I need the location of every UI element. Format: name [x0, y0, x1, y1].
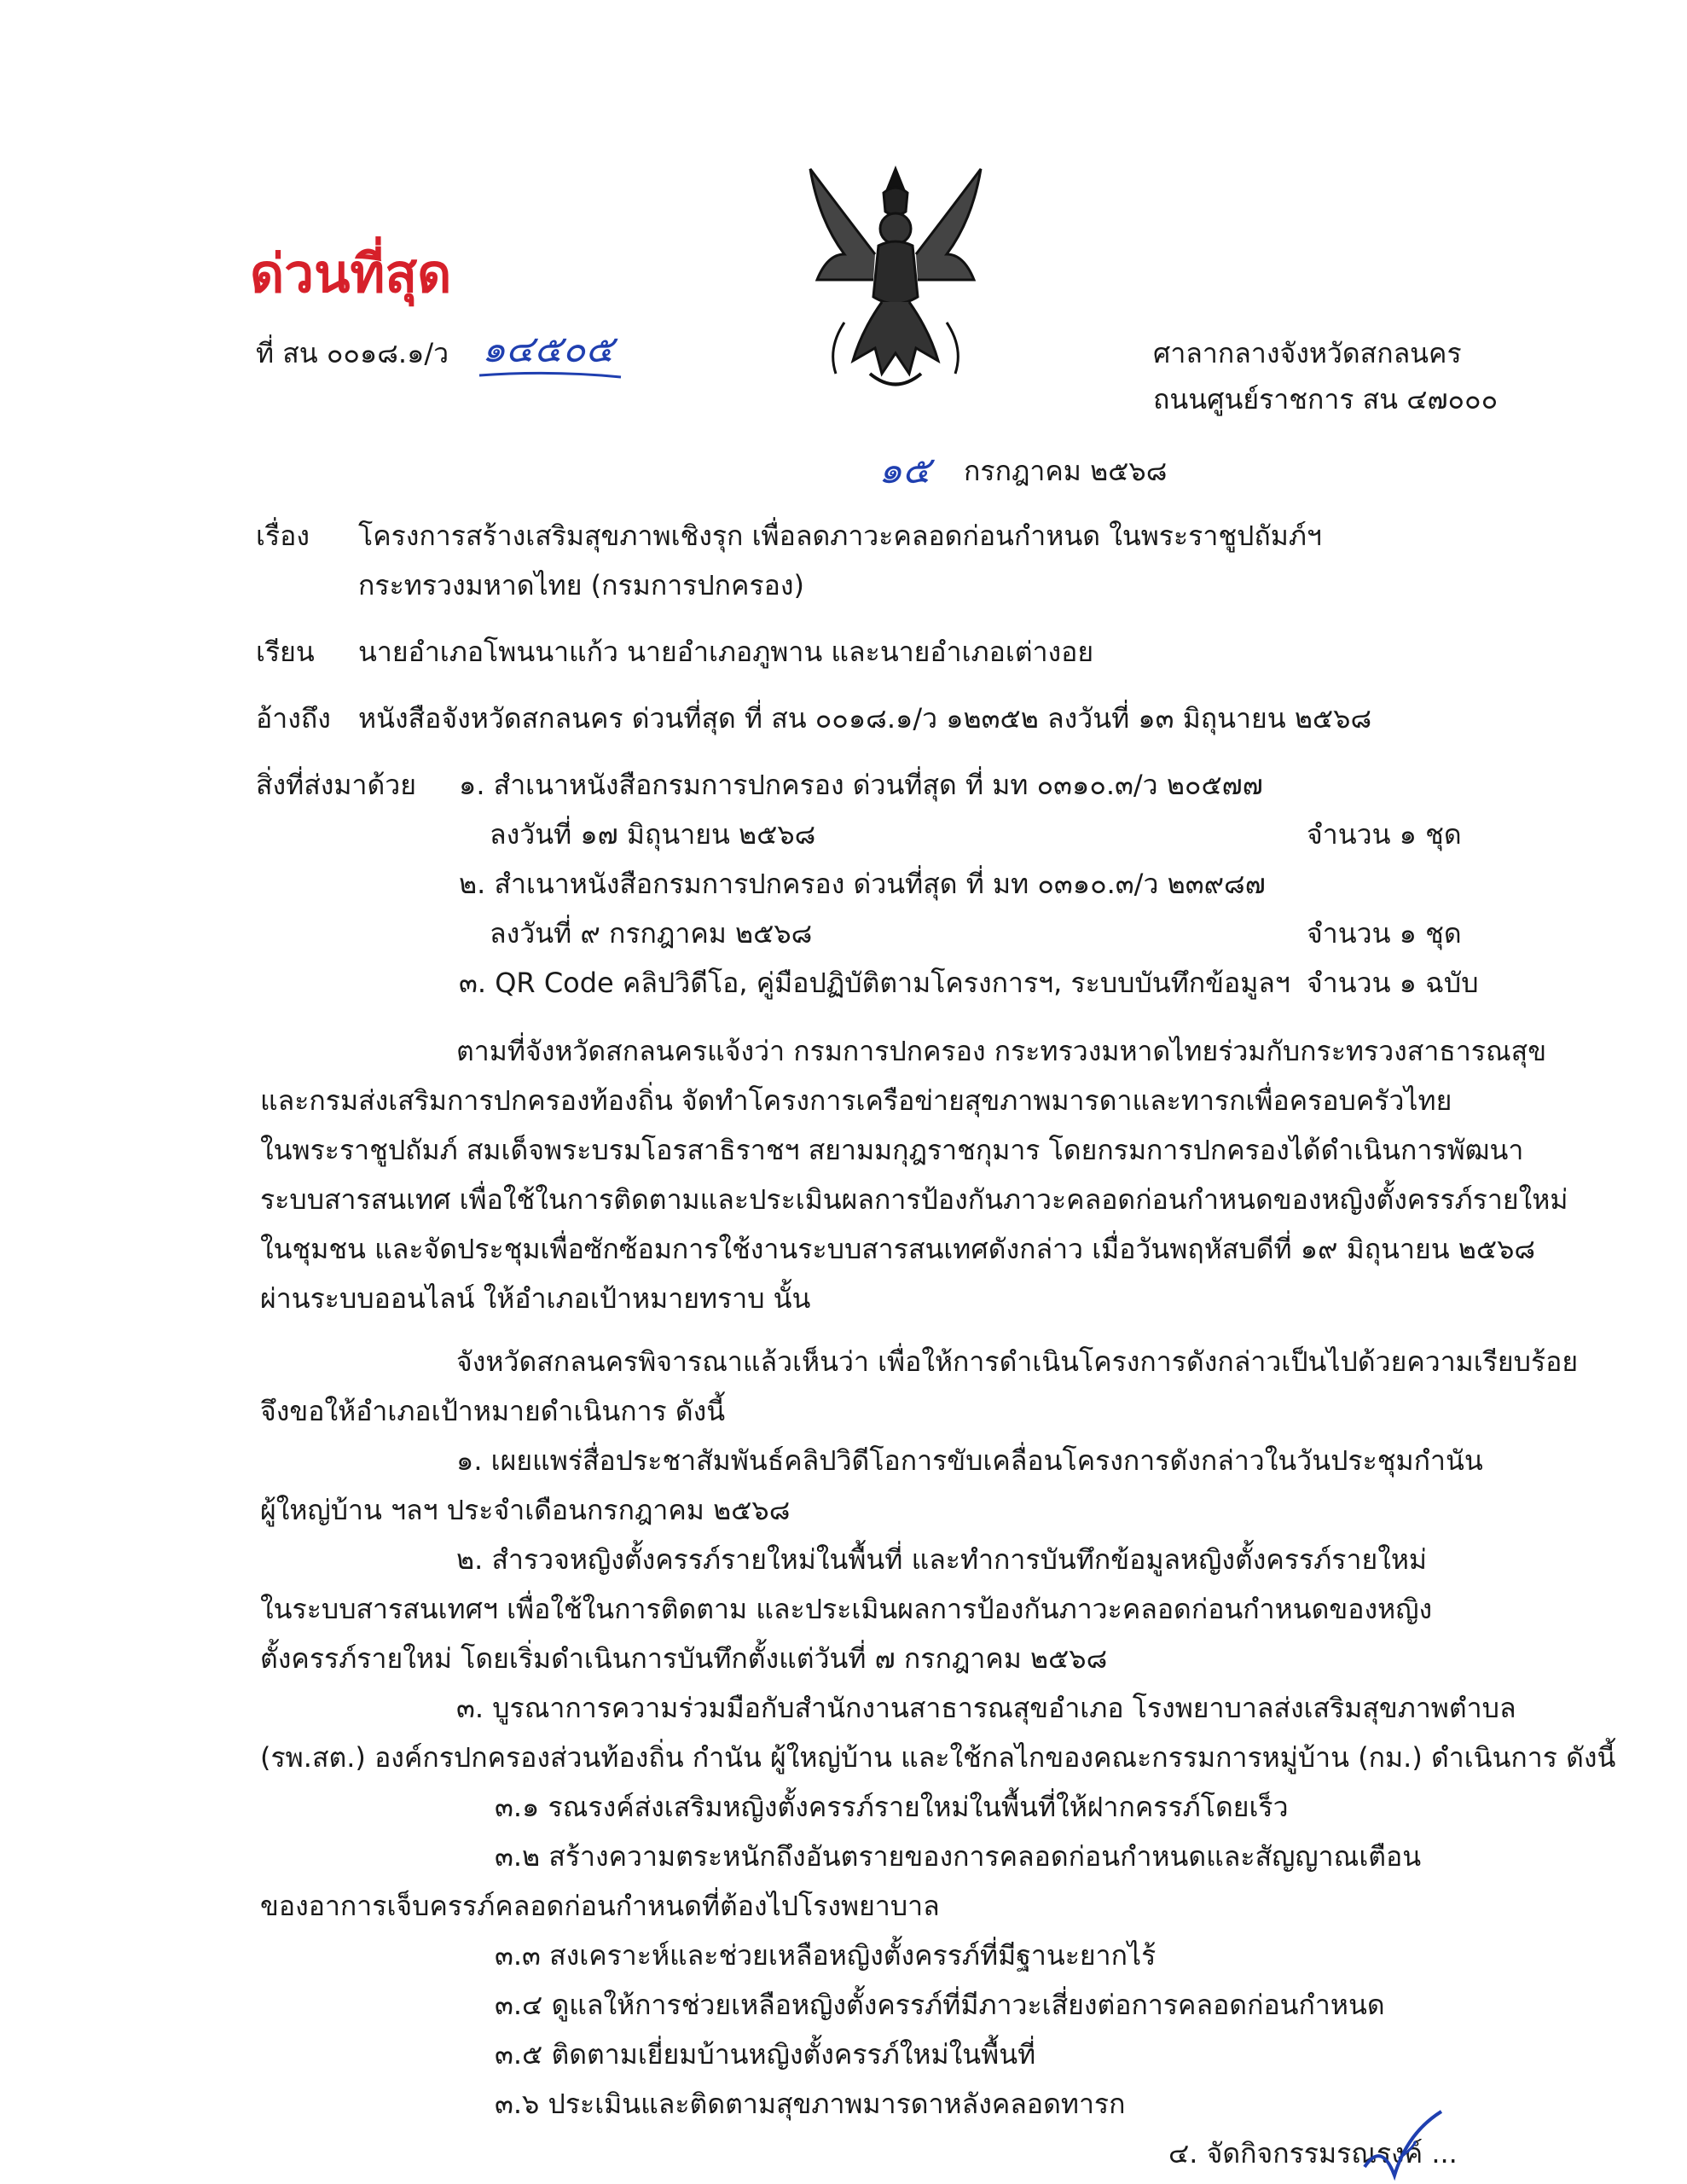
item1-line1: ๑. เผยแพร่สื่อประชาสัมพันธ์คลิปวิดีโอการขับเคลื่อนโครงการดังกล่าวในวันประชุมกำนัน	[456, 1444, 1483, 1477]
enclosures-label: สิ่งที่ส่งมาด้วย	[256, 769, 416, 801]
subject-label: เรื่อง	[256, 520, 310, 552]
enclosure-item2-qty: จำนวน ๑ ชุด	[1307, 917, 1462, 950]
reference-number-label: ที่ สน ๐๐๑๘.๑/ว	[256, 337, 449, 369]
para1-line3: ในพระราชูปถัมภ์ สมเด็จพระบรมโอรสาธิราชฯ สยามมกุฎราชกุมาร โดยกรมการปกครองได้ดำเนินการพัฒนา	[260, 1134, 1524, 1166]
enclosure-item3-line1: ๓. QR Code คลิปวิดีโอ, คู่มือปฏิบัติตามโครงการฯ, ระบบบันทึกข้อมูลฯ	[459, 967, 1290, 999]
para1-line1: ตามที่จังหวัดสกลนครแจ้งว่า กรมการปกครอง กระทรวงมหาดไทยร่วมกับกระทรวงสาธารณสุข	[456, 1035, 1547, 1067]
office-address-line2: ถนนศูนย์ราชการ สน ๔๗๐๐๐	[1153, 383, 1499, 415]
reference-number-handwritten: ๑๔๕๐๕	[482, 328, 614, 371]
item2-line2: ในระบบสารสนเทศฯ เพื่อใช้ในการติดตาม และประเมินผลการป้องกันภาวะคลอดก่อนกำหนดของหญิง	[260, 1593, 1433, 1625]
reference-label: อ้างถึง	[256, 702, 331, 735]
enclosure-item1-line2: ลงวันที่ ๑๗ มิถุนายน ๒๕๖๘	[490, 818, 816, 851]
para1-line2: และกรมส่งเสริมการปกครองท้องถิ่น จัดทำโครงการเครือข่ายสุขภาพมารดาและทารกเพื่อครอบครัวไทย	[260, 1084, 1452, 1117]
sub-item-3-5: ๓.๕ ติดตามเยี่ยมบ้านหญิงตั้งครรภ์ใหม่ในพื้นที่	[495, 2038, 1036, 2071]
subject-line2: กระทรวงมหาดไทย (กรมการปกครอง)	[358, 569, 804, 601]
sub-item-3-6: ๓.๖ ประเมินและติดตามสุขภาพมารดาหลังคลอดทารก	[495, 2088, 1126, 2120]
enclosure-item3-qty: จำนวน ๑ ฉบับ	[1307, 967, 1479, 999]
sub-item-3-2-cont: ของอาการเจ็บครรภ์คลอดก่อนกำหนดที่ต้องไปโรงพยาบาล	[260, 1890, 940, 1922]
garuda-emblem-icon	[793, 152, 998, 399]
urgency-stamp: ด่วนที่สุด	[250, 242, 452, 305]
sub-item-3-1: ๓.๑ รณรงค์ส่งเสริมหญิงตั้งครรภ์รายใหม่ในพื้นที่ให้ฝากครรภ์โดยเร็ว	[495, 1791, 1289, 1823]
item3-line2: (รพ.สต.) องค์กรปกครองส่วนท้องถิ่น กำนัน ผู้ใหญ่บ้าน และใช้กลไกของคณะกรรมการหมู่บ้าน (กม.) ดำเนินการ ดังนี้	[260, 1741, 1616, 1774]
sub-item-3-4: ๓.๔ ดูแลให้การช่วยเหลือหญิงตั้งครรภ์ที่มีภาวะเสี่ยงต่อการคลอดก่อนกำหนด	[495, 1989, 1385, 2021]
enclosure-item2-line2: ลงวันที่ ๙ กรกฎาคม ๒๕๖๘	[490, 917, 813, 950]
item3-line1: ๓. บูรณาการความร่วมมือกับสำนักงานสาธารณสุขอำเภอ โรงพยาบาลส่งเสริมสุขภาพตำบล	[456, 1692, 1516, 1724]
to-text: นายอำเภอโพนนาแก้ว นายอำเภอภูพาน และนายอำเภอเต่างอย	[358, 636, 1094, 668]
item2-line3: ตั้งครรภ์รายใหม่ โดยเริ่มดำเนินการบันทึกตั้งแต่วันที่ ๗ กรกฎาคม ๒๕๖๘	[260, 1642, 1108, 1675]
enclosure-item1-line1: ๑. สำเนาหนังสือกรมการปกครอง ด่วนที่สุด ที่ มท ๐๓๑๐.๓/ว ๒๐๕๗๗	[459, 769, 1263, 801]
date-day-handwritten: ๑๕	[878, 449, 931, 492]
reference-text: หนังสือจังหวัดสกลนคร ด่วนที่สุด ที่ สน ๐๐๑๘.๑/ว ๑๒๓๕๒ ลงวันที่ ๑๓ มิถุนายน ๒๕๖๘	[358, 702, 1372, 735]
handwritten-underline	[478, 369, 623, 382]
subject-line1: โครงการสร้างเสริมสุขภาพเชิงรุก เพื่อลดภาวะคลอดก่อนกำหนด ในพระราชูปถัมภ์ฯ	[358, 520, 1322, 552]
enclosure-item1-qty: จำนวน ๑ ชุด	[1307, 818, 1462, 851]
sub-item-3-3: ๓.๓ สงเคราะห์และช่วยเหลือหญิงตั้งครรภ์ที่มีฐานะยากไร้	[495, 1939, 1157, 1972]
item2-line1: ๒. สำรวจหญิงตั้งครรภ์รายใหม่ในพื้นที่ และทำการบันทึกข้อมูลหญิงตั้งครรภ์รายใหม่	[456, 1543, 1428, 1576]
continuation-text: ๔. จัดกิจกรรมรณรงค์ ...	[1168, 2137, 1458, 2169]
item1-line2: ผู้ใหญ่บ้าน ฯลฯ ประจำเดือนกรกฎาคม ๒๕๖๘	[260, 1494, 791, 1526]
date-month-year: กรกฎาคม ๒๕๖๘	[964, 455, 1168, 487]
para1-line4: ระบบสารสนเทศ เพื่อใช้ในการติดตามและประเมินผลการป้องกันภาวะคลอดก่อนกำหนดของหญิงตั้งครรภ์รายใหม่	[260, 1183, 1568, 1216]
enclosure-item2-line1: ๒. สำเนาหนังสือกรมการปกครอง ด่วนที่สุด ที่ มท ๐๓๑๐.๓/ว ๒๓๙๘๗	[459, 868, 1266, 900]
office-address-line1: ศาลากลางจังหวัดสกลนคร	[1153, 337, 1462, 369]
para2-line1: จังหวัดสกลนครพิจารณาแล้วเห็นว่า เพื่อให้การดำเนินโครงการดังกล่าวเป็นไปด้วยความเรียบร้อย	[456, 1345, 1579, 1378]
to-label: เรียน	[256, 636, 315, 668]
sub-item-3-2: ๓.๒ สร้างความตระหนักถึงอันตรายของการคลอดก่อนกำหนดและสัญญาณเตือน	[495, 1840, 1422, 1873]
para2-line2: จึงขอให้อำเภอเป้าหมายดำเนินการ ดังนี้	[260, 1395, 726, 1427]
para1-line6: ผ่านระบบออนไลน์ ให้อำเภอเป้าหมายทราบ นั้น	[260, 1282, 811, 1315]
para1-line5: ในชุมชน และจัดประชุมเพื่อซักซ้อมการใช้งานระบบสารสนเทศดังกล่าว เมื่อวันพฤหัสบดีที่ ๑๙ มิถุนายน ๒๕๖๘	[260, 1233, 1536, 1265]
handwritten-initial-mark	[1348, 2107, 1450, 2184]
